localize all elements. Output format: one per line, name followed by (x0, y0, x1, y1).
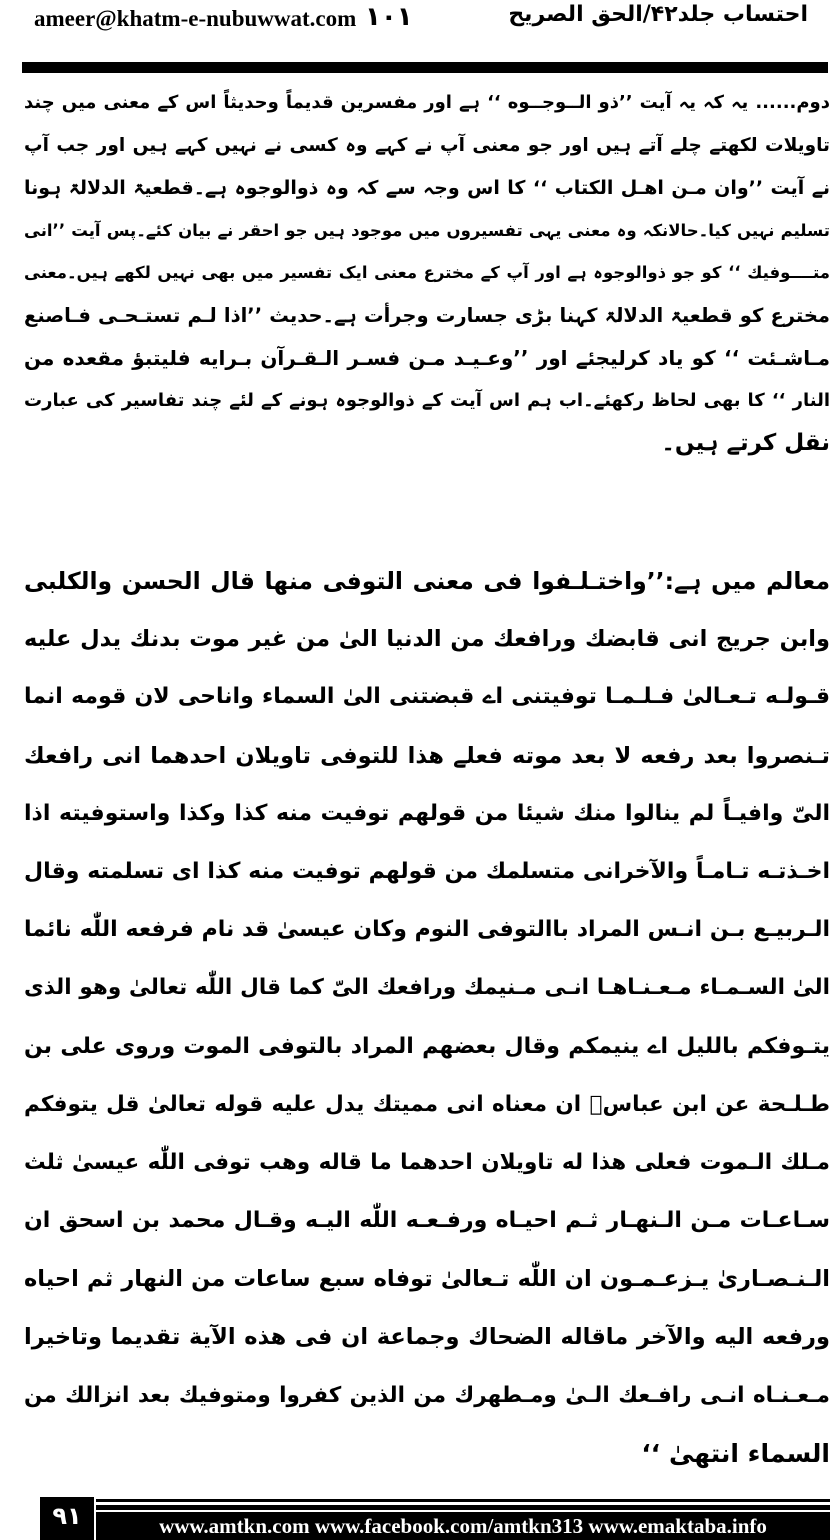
header-rule (22, 62, 828, 73)
text-line: دوم...... یہ کہ یہ آیت ’’ذو الــوجــوه ‘‘ ہے اور مفسرین قدیماً وحدیثاً اس کے معنی میں چند (24, 92, 830, 113)
text-line: الىٰ السـمـاء مـعـنـاهـا انـى مـنيمك ورافعك الىّ كما قال اللّٰه تعالىٰ وهو الذى (24, 975, 830, 1001)
text-line: يتـوفكم بالليل اے ينيمكم وقال بعضهم المراد بالتوفى الموت وروى على بن (24, 1033, 830, 1059)
text-line: تاویلات لکھتے چلے آتے ہیں اور جو معنی آپ نے کہے وہ کسی نے نہیں کہے ہیں اور جب آپ (24, 134, 830, 156)
text-line: طـلـحة عن ابن عباسؓ ان معناه انى مميتك يدل عليه قوله تعالىٰ قل يتوفكم (24, 1091, 830, 1117)
header-page-number: ١٠١ (365, 2, 413, 32)
text-line: مـلك الـموت فعلى هذا له تاويلان احدهما ما قاله وهب توفى اللّٰه عيسىٰ ثلث (24, 1149, 830, 1175)
text-line: ورفعه اليه والآخر ماقاله الضحاك وجماعة ان فى هذه الآية تقديما وتاخيرا (24, 1324, 830, 1351)
text-line: سـاعـات مـن الـنهـار ثـم احيـاه ورفـعـه اللّٰه اليـه وقـال محمد بن اسحق ان (24, 1208, 830, 1234)
text-line: الـنـصـارىٰ يـزعـمـون ان اللّٰه تـعالىٰ توفاه سبع ساعات من النهار ثم احياه (24, 1266, 830, 1293)
text-line: مـاشـئت ‘‘ کو یاد کرلیجئے اور ’’وعـيـد مـن فسـر الـقـرآن بـرايه فليتبؤ مقعده من (24, 346, 830, 370)
text-line: مخترع کو قطعیۃ الدلالۃ کہنا بڑی جسارت وجرأت ہے۔حدیث ’’اذا لـم تستـحـى فـاصنع (24, 303, 830, 327)
text-line: تسلیم نہیں کیا۔حالانکہ وہ معنی یہی تفسیروں میں موجود ہیں جو احقر نے بیان کئے۔پس آیت ’’انی (24, 220, 830, 240)
text-line: النار ‘‘ کا بھی لحاظ رکھئے۔اب ہم اس آیت کے ذوالوجوہ ہونے کے لئے چند تفاسیر کی عبارت (24, 389, 830, 411)
text-line: قـولـه تـعـالىٰ فـلـمـا توفيتنى اے قبضتنى الىٰ السماء واناحى لان قومه انما (24, 684, 830, 710)
text-line: نقل کرتے ہیں۔ (661, 430, 830, 456)
arabic-quote-paragraph (24, 552, 830, 1483)
text-line: نے آیت ’’وان مـن اهـل الكتاب ‘‘ کا اس وجہ سے کہ وہ ذوالوجوہ ہے۔قطعیۃ الدلالۃ ہونا (24, 177, 830, 199)
urdu-paragraph (24, 82, 830, 465)
text-line: تـنصروا بعد رفعه لا بعد موته فعلے هذا للتوفى تاويلان احدهما انى رافعك (24, 742, 830, 769)
header-book-title: احتساب جلد۴۲/الحق الصریح (508, 2, 808, 27)
header-email: ameer@khatm-e-nubuwwat.com (34, 6, 357, 31)
text-line: الـربيـع بـن انـس المراد باالتوفى النوم وكان عيسىٰ قد نام فرفعه اللّٰه نائما (24, 917, 830, 943)
text-line: اخـذتـه تـامـاً والآخرانى متسلمك من قولهم توفيت منه كذا اى تسلمته وقال (24, 858, 830, 884)
text-line: معالم میں ہے:’’واختـلـفوا فى معنى التوفى منها قال الحسن والكلبى (24, 567, 830, 595)
text-line: السماء انتهىٰ ‘‘ (641, 1438, 830, 1468)
text-line: وابن جريج انى قابضك ورافعك من الدنيا الىٰ من غير موت بدنك يدل عليه (24, 626, 830, 653)
text-line: الىّ وافيـاً لم ينالوا منك شيئا من قولهم توفيت منه كذا وكذا واستوفيته اذا (24, 800, 830, 826)
text-line: متــــوفيك ‘‘ کو جو ذوالوجوہ ہے اور آپ کے مخترع معنی ایک تفسیر میں بھی نہیں لکھے ہیں۔معنی (24, 263, 830, 282)
footer-links: www.amtkn.com www.facebook.com/amtkn313 www.emaktaba.info (96, 1512, 830, 1540)
text-line: مـعـنـاه انـى رافـعك الـىٰ ومـطهرك من الذين كفروا ومتوفيك بعد انزالك من (24, 1382, 830, 1408)
footer-rule (96, 1499, 830, 1502)
footer-page-number: ٩١ (40, 1497, 94, 1540)
footer-rule (96, 1505, 830, 1510)
